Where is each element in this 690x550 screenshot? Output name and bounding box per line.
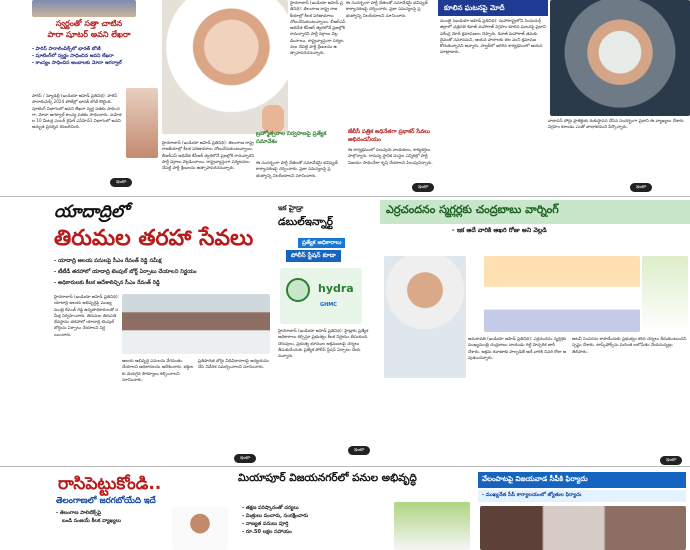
vijayawada-headline: వేలంపాటపై విజయవాడ సీపీకి ఫిర్యాదు [482,475,588,483]
yadadri-body-3: ప్రతిపాదిత బోర్డు విధివిధానాలపై అధ్యయనం చేసి నివేదిక సమర్పించాలని సూచించారు. [198,358,269,370]
hydra-logo-text: hydra [318,282,354,295]
miyapur-article [236,470,472,550]
hydra-kicker: ఇక హైడ్రా [278,204,304,212]
yadadri-body-1: హైదరాబాద్ (ఇండియా అహెడ్ ప్రతినిధి): యాదాద్రి ఆలయ అభివృద్ధిపై ముఖ్యమంత్రి రేవంత్ రెడ్డి ఉన్నతాధికారులతో సమీక్ష నిర్వహించారు. తిరుమల తిరుపతి దేవస్థానం తరహాలో యాదాద్రి టెంపుల్ బోర్డును ఏర్పాటు చేయాలని నిర్ణయించారు. [54,294,120,337]
hydra-body: హైదరాబాద్ (ఇండియా అహెడ్ ప్రతినిధి): హైడ్రాకు ప్రత్యేక అధికారాలు కల్పిస్తూ ప్రభుత్వం కీలక నిర్ణయం తీసుకుంది. చెరువులు, ప్రభుత్వ భూముల ఆక్రమణలపై చర్యలు తీసుకునేందుకు ప్రత్యేక పోలీస్ స్టేషన్ ఏర్పాటు చేయనున్నారు. [278,328,369,359]
rasipet-point-2: బండి సంజయ్ కీలక వ్యాఖ్యలు [62,518,121,524]
vijayawada-headline-bar [478,472,686,488]
yadadri-body-2: ఆలయ అభివృద్ధి పనులను వేగవంతం చేయాలని అధికారులను ఆదేశించారు. భక్తులకు మెరుగైన సౌకర్యాలు కల్పించాలని సూచించారు. [122,358,194,382]
top-right-headline-bar [438,0,548,16]
center-column-a: హైదరాబాద్ (ఇండియా అహెడ్ ప్రతినిధి): తెలంగాణ రాష్ట్ర రాజకీయాల్లో కీలక పరిణామాలు చోటుచేసుకుంటున్నాయి. బీఆర్ఎస్ అధినేత కేసీఆర్ త్వరలోనే ప్రజల్లోకి రానున్నారని పార్టీ వర్గాలు వెల్లడించాయి. రాష్ట్రవ్యాప్తంగా పర్యటనలు చేపట్టి పార్టీ శ్రేణులను ఉత్సాహపరచనున్నారు. [290,0,346,56]
vijayawada-article [476,470,690,550]
yadadri-points [54,256,268,292]
bullet-point: - టీటీడీ తరహాలో యాదాద్రి టెంపుల్ బోర్డ్ ఏర్పాటు చేయాలని నిర్ణయం [54,269,197,275]
read-more-button[interactable]: ఇంకా [630,183,652,192]
photo-modi [550,0,690,116]
center-column-b: ఈ సందర్భంగా పార్టీ నేతలతో సమావేశమై భవిష్యత్ కార్యాచరణపై చర్చించారు. ప్రజా సమస్యలపై ప్రభుత్వాన్ని నిలదీయాలని సూచించారు. [346,0,428,18]
read-more-button[interactable]: ఇంకా [110,178,132,187]
rasipet-subhead: తెలంగాణలో జరగబోయేది ఇదే [56,496,156,506]
yadadri-headline-2: తిరుమల తరహా సేవలు [54,226,254,251]
bullet-point: - పారిస్ పారాలింపిక్స్‌లో భారత్ బోణీ [32,47,101,52]
top-left-body: పారిస్ / న్యూఢిల్లీ (ఇండియా అహెడ్ ప్రతినిధి): పారిస్ పారాలింపిక్స్ 2024 పోటీల్లో భారత్ బోణీ కొట్టింది. షూటింగ్ విభాగంలో అవని లేఖరా స్వర్ణ పతకం సాధించగా, మోనా అగర్వాల్ కాంస్య పతకం సాధించారు. మహిళల 10 మీటర్ల ఎయిర్ రైఫిల్ ఎస్‌హెచ్1 విభాగంలో అవని అద్భుత ప్రదర్శన కనబరిచింది. [32,93,122,130]
top-left-headline-2: పారా షూటర్ అవని లేఖరా [47,30,131,39]
divider [0,466,690,467]
modi-headline: కూలిన ఘటనపై మోదీ [444,4,505,12]
hydra-sub2: పోలీస్ స్టేషన్ కూడా [286,250,341,262]
bullet-point: - తక్షణ పరిష్కారంతో చర్యలు [242,505,299,511]
modi-body-2: వాధావన్ పోర్టు ప్రాజెక్టుకు శంకుస్థాపన చేసిన సందర్భంగా ప్రధాని ఈ వ్యాఖ్యలు చేశారు. విగ్రహం కూలడం ఎంతో బాధాకరమని పేర్కొన్నారు. [548,118,685,130]
vijayawada-subhead: - ముఖ్యనేత సీపీ కార్యాలయంలో జ్యోతుల ఫిర్యాదు [482,492,582,498]
bullet-point: - రూ.50 లక్షల సహాయం [242,529,292,535]
bullet-point: - షూటింగ్‌లో స్వర్ణం సాధించిన అవని లేఖరా [32,54,114,59]
center-column-subhead [348,128,434,146]
jbc-subhead: జేబీసీ పత్రిక అధినేతగా ప్రభాకర్ సేవలు అభినందనీయం [348,129,430,143]
center-quote-headline: బ్రహ్మోత్సవాల నిర్వహణపై ప్రత్యేక సమావేశం [256,131,327,145]
chandrababu-body-1: అమరావతి (ఇండియా అహెడ్ ప్రతినిధి): ఎర్రచందనం స్మగ్లర్లకు ముఖ్యమంత్రి చంద్రబాబు నాయుడు గట్టి హెచ్చరిక జారీ చేశారు. అక్రమ రవాణాకు పాల్పడితే అదే వారికి చివరి రోజు అవుతుందన్నారు. [468,336,567,360]
read-more-button[interactable]: ఇంకా [660,456,682,465]
center-body-right: ఈ సందర్భంగా పార్టీ నేతలతో సమావేశమై భవిష్యత్ కార్యాచరణపై చర్చించారు. ప్రజా సమస్యలపై ప్రభుత్వాన్ని నిలదీయాలని సూచించారు. [256,160,338,178]
read-more-button[interactable]: ఇంకా [348,446,370,455]
modi-body: ముంబై (ఇండియా అహెడ్ ప్రతినిధి): మహారాష్ట్రలోని సింధుదుర్గ్ జిల్లాలో ఛత్రపతి శివాజీ మహారాజ్ విగ్రహం కూలిన ఘటనపై ప్రధాని నరేంద్ర మోదీ క్షమాపణలు చెప్పారు. శివాజీ మహారాజ్ తమకు దైవంతో సమానమని, ఆయన పాదాలకు తల వంచి క్షమాపణ కోరుతున్నానని అన్నారు. పాల్ఘర్‌లో జరిగిన కార్యక్రమంలో ఆయన మాట్లాడారు. [440,18,546,55]
hydra-logo [280,268,362,324]
photo-group-2 [642,256,688,332]
bullet-point: - మిత్రులు పంచారు, సంరక్షించారు [242,513,309,519]
hydra-sub1: ప్రత్యేక అధికారాలు [298,238,345,248]
bullet-point: - యాదాద్రి ఆలయ పనులపై సీఎం రేవంత్ రెడ్డి సమీక్ష [54,258,162,264]
headline-box [28,18,150,46]
photo-chandrababu [384,256,466,378]
miyapur-points [242,504,392,550]
chandrababu-article [380,200,690,470]
divider [0,196,690,197]
emblem-icon [286,278,310,302]
hydra-headline: డబుల్ఇన్నార్ట్ [278,216,333,228]
photo-review-meeting [122,294,270,354]
read-more-button[interactable]: ఇంకా [412,183,434,192]
hydra-article [274,198,376,464]
photo-inspection [394,502,470,550]
yadadri-article [0,198,272,490]
bullet-point: - నాణ్యత పనులు పూర్తి [242,521,289,527]
chandrababu-headline: ఎర్రచందనం స్మగ్లర్లకు చంద్రబాబు వార్నింగ్ [386,203,559,216]
kcr-hand-icon [262,105,284,133]
read-more-button[interactable]: ఇంకా [234,454,256,463]
bullet-point: - కాంస్యం సాధించిన అంబాలకు మోనా అగర్వాల్ [32,61,122,66]
photo-bandi-sanjay [172,506,228,550]
photo-para-shooter [32,0,136,17]
chandrababu-headline-bar [380,200,690,224]
photo-group [484,256,640,332]
top-left-points [32,46,144,90]
rasipet-article [52,470,232,550]
top-left-headline: స్వర్ణంతో సత్తా చాటిన [55,19,123,28]
center-body-left: హైదరాబాద్ (ఇండియా అహెడ్ ప్రతినిధి): తెలంగాణ రాష్ట్ర రాజకీయాల్లో కీలక పరిణామాలు చోటుచేసుకుంటున్నాయి. బీఆర్ఎస్ అధినేత కేసీఆర్ త్వరలోనే ప్రజల్లోకి రానున్నారని పార్టీ వర్గాలు వెల్లడించాయి. రాష్ట్రవ్యాప్తంగా పర్యటనలు చేపట్టి పార్టీ శ్రేణులను ఉత్సాహపరచనున్నారు. [162,140,254,171]
vijayawada-subhead-bar [478,490,686,502]
bullet-point: - అధికారులకు కీలక ఆదేశాలిచ్చిన సీఎం రేవంత్ రెడ్డి [54,280,160,286]
center-column-c: ఈ కార్యక్రమంలో పలువురు నాయకులు, కార్యకర్తలు పాల్గొన్నారు. రానున్న స్థానిక సంస్థల ఎన్నికల్లో పార్టీ విజయం సాధించేలా కృషి చేయాలని పిలుపునిచ్చారు. [348,147,433,165]
yadadri-headline-1: యాదాద్రిలో [54,202,129,222]
miyapur-headline: మియాపూర్ విజయనగర్‌లో పనుల అభివృద్ధి [238,472,417,484]
rasipet-point-1: - తెలంగాణ పాలిటిక్స్‌పై [56,510,102,516]
hydra-logo-small: GHMC [320,302,337,308]
photo-athlete [126,88,158,158]
top-left-article [0,0,160,192]
rasipet-headline: రాసిపెట్టుకోండి.. [58,474,162,494]
chandrababu-subhead: - ఇక అదే వారికి ఆఖరి రోజు అని వెల్లడి [452,227,547,234]
chandrababu-body-2: అటవీ సంపదను కాపాడేందుకు ప్రభుత్వం కఠిన చర్యలు తీసుకుంటుందని స్పష్టం చేశారు. టాస్క్‌ఫోర్స్‌ను మరింత బలోపేతం చేయనున్నట్లు తెలిపారు. [572,336,687,354]
photo-complaint [480,506,686,550]
center-subhead [256,130,344,164]
